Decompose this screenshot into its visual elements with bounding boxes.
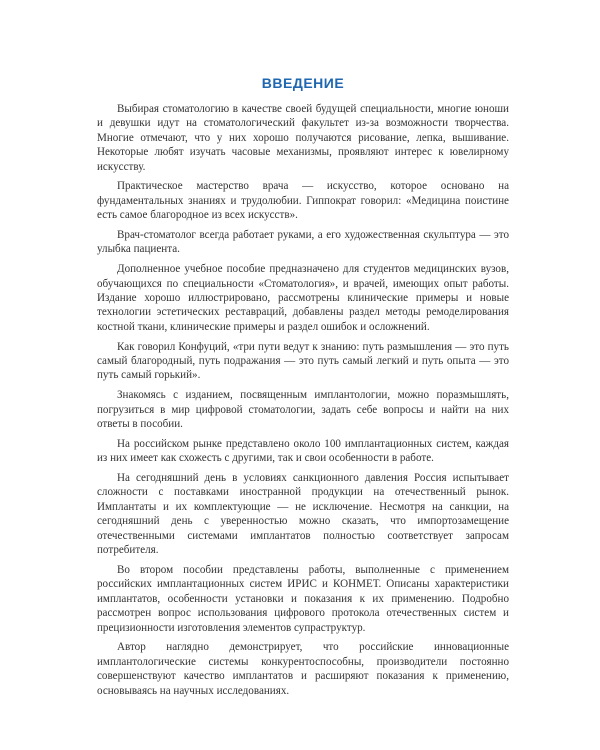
paragraph: Выбирая стоматологию в качестве своей будущей специальности, многие юноши и девушки идут на стоматологический факультет из-за возможности творчества. Многие отмечают, что у них хорошо получаются рисование, лепка, вышивание. Некоторые любят изучать часовые механизмы, проявляют интерес к ювелирному искусству. [97, 103, 509, 173]
paragraph: Дополненное учебное пособие предназначено для студентов медицинских вузов, обучающихся по специальности «Стоматология», и врачей, имеющих опыт работы. Издание хорошо иллюстрировано, рассмотрены клинические примеры и новые технологии эстетических реставраций, добавлены раздел методы ремоделирования костной ткани, клинические примеры и раздел ошибок и осложнений. [97, 263, 509, 333]
paragraph: Знакомясь с изданием, посвященным имплантологии, можно поразмышлять, погрузиться в мир цифровой стоматологии, задать себе вопросы и найти на них ответы в пособии. [97, 389, 509, 431]
paragraph: Практическое мастерство врача — искусство, которое основано на фундаментальных знаниях и трудолюбии. Гиппократ говорил: «Медицина поистине есть самое благородное из всех искусств». [97, 180, 509, 222]
paragraph: Автор наглядно демонстрирует, что российские инновационные имплантологические системы конкурентоспособны, производители постоянно совершенствуют качество имплантатов и расширяют показания к применению, основываясь на научных исследованиях. [97, 641, 509, 697]
paragraph: Во втором пособии представлены работы, выполненные с применением российских имплантационных систем ИРИС и КОНМЕТ. Описаны характеристики имплантатов, особенности установки и показания к их применению. Подробно рассмотрен вопрос использования цифрового протокола отечественных систем и прецизионности изготовления элементов супраструктур. [97, 563, 509, 634]
paragraph: Врач-стоматолог всегда работает руками, а его художественная скульптура — это улыбка пациента. [97, 229, 509, 256]
paragraph: Как говорил Конфуций, «три пути ведут к знанию: путь размышления — это путь самый благородный, путь подражания — это путь самый легкий и путь опыта — это путь самый горький». [97, 340, 509, 382]
section-title: ВВЕДЕНИЕ [261, 75, 345, 91]
paragraph: На российском рынке представлено около 100 имплантационных систем, каждая из них имеет как схожесть с другими, так и свои особенности в работе. [97, 437, 509, 465]
document-page [97, 74, 509, 698]
body-text [97, 102, 509, 698]
paragraph: На сегодняшний день в условиях санкционного давления Россия испытывает сложности с поставками иностранной продукции на отечественный рынок. Имплантаты и их комплектующие — не исключение. Несмотря на санкции, на сегодняшний день с уверенностью можно сказать, что импортозамещение отечественными системами имплантатов полностью соответствует запросам потребителя. [97, 472, 509, 557]
